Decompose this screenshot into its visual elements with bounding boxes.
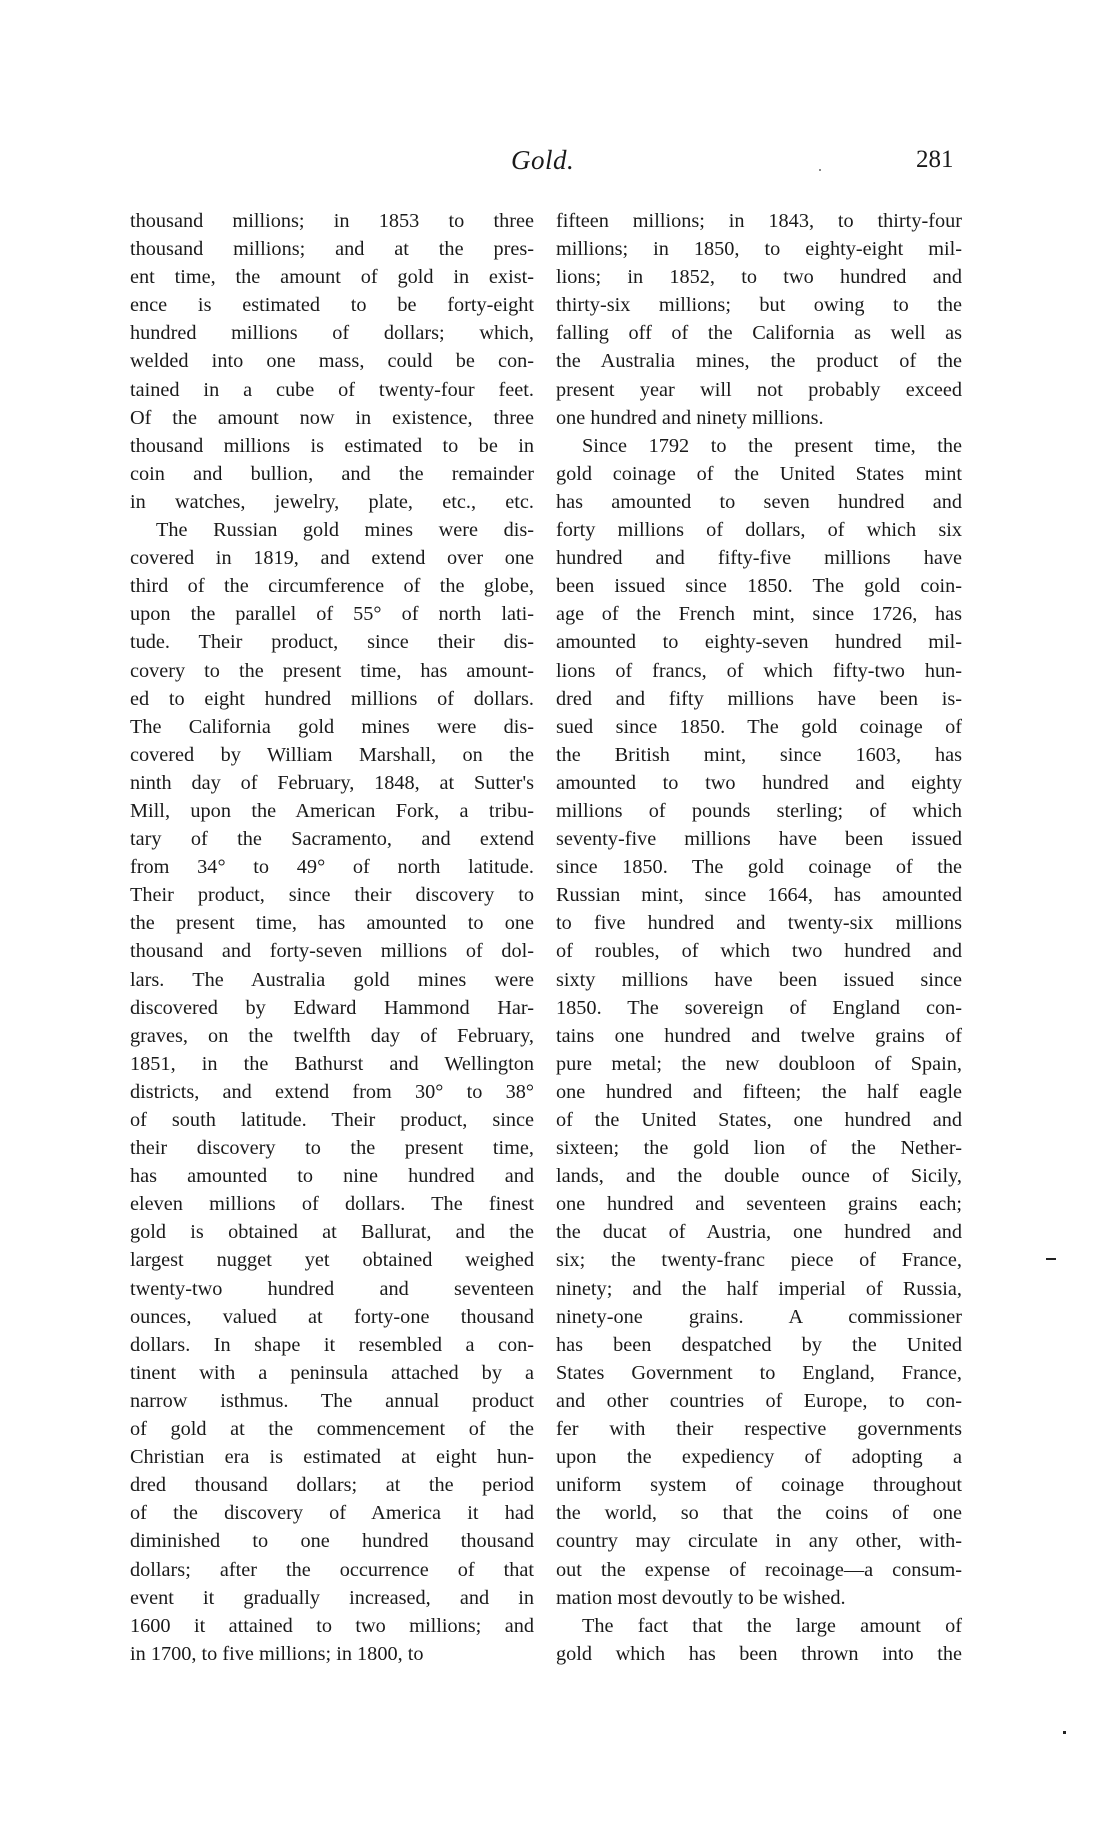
text-line: mation most devoutly to be wished. [556,1586,846,1609]
text-line: in watches, jewelry, plate, etc., etc. [130,490,534,513]
text-line: largest nugget yet obtained weighed [130,1249,534,1272]
text-line: covered by William Marshall, on the [130,743,534,766]
scan-speck [819,169,821,171]
text-line: tains one hundred and twelve grains of [556,1024,962,1047]
text-line: falling off of the California as well as [556,322,962,345]
text-line: from 34° to 49° of north latitude. [130,856,534,879]
text-line: ninth day of February, 1848, at Sutter's [130,771,534,794]
text-line: present year will not probably exceed [556,378,962,401]
text-line: Christian era is estimated at eight hun- [130,1446,534,1469]
text-line: uniform system of coinage throughout [556,1474,962,1497]
text-line: out the expense of recoinage—a consum- [556,1558,962,1581]
text-line: sixty millions have been issued since [556,968,962,991]
text-line: pure metal; the new doubloon of Spain, [556,1052,962,1075]
text-line: tained in a cube of twenty-four feet. [130,378,534,401]
text-line: lars. The Australia gold mines were [130,968,534,991]
text-line: the Australia mines, the product of the [556,350,962,373]
text-line: been issued since 1850. The gold coin- [556,575,962,598]
text-line: diminished to one hundred thousand [130,1530,534,1553]
text-line: ounces, valued at forty-one thousand [130,1305,534,1328]
text-line: has been despatched by the United [556,1333,962,1356]
text-line: the world, so that the coins of one [556,1502,962,1525]
text-line: of the discovery of America it had [130,1502,534,1525]
text-line: 1851, in the Bathurst and Wellington [130,1052,534,1075]
text-line: tary of the Sacramento, and extend [130,828,534,851]
text-line: to five hundred and twenty-six millions [556,912,962,935]
text-line: hundred millions of dollars; which, [130,322,534,345]
text-line: narrow isthmus. The annual product [130,1389,534,1412]
text-line: dollars. In shape it resembled a con- [130,1333,534,1356]
page-number: 281 [916,146,954,173]
text-line: and other countries of Europe, to con- [556,1389,962,1412]
text-line: Russian mint, since 1664, has amounted [556,884,962,907]
text-line: lands, and the double ounce of Sicily, [556,1165,962,1188]
text-line: millions of pounds sterling; of which [556,799,962,822]
text-line: third of the circumference of the globe, [130,575,534,598]
text-line: covery to the present time, has amount- [130,659,534,682]
text-line: The fact that the large amount of [582,1614,962,1637]
text-line: Of the amount now in existence, three [130,406,534,429]
text-line: fer with their respective governments [556,1418,962,1441]
text-line: lions of francs, of which fifty-two hun- [556,659,962,682]
text-line: ninety; and the half imperial of Russia, [556,1277,962,1300]
paragraph [130,207,534,516]
text-line: fifteen millions; in 1843, to thirty-four [556,210,962,232]
text-line: millions; in 1850, to eighty-eight mil- [556,238,962,261]
text-line: country may circulate in any other, with- [556,1530,962,1553]
text-line: amounted to two hundred and eighty [556,771,962,794]
text-line: The Russian gold mines were dis- [156,519,534,542]
text-line: dred and fifty millions have been is- [556,687,962,710]
text-line: welded into one mass, could be con- [130,350,534,373]
text-line: covered in 1819, and extend over one [130,547,534,570]
text-line: The California gold mines were dis- [130,715,534,738]
text-line: tude. Their product, since their dis- [130,631,534,654]
text-line: thousand and forty-seven millions of dol- [130,940,534,963]
text-line: gold is obtained at Ballurat, and the [130,1221,534,1244]
text-line: lions; in 1852, to two hundred and [556,266,962,289]
text-line: event it gradually increased, and in [130,1586,534,1609]
text-line: of south latitude. Their product, since [130,1109,534,1131]
text-line: their discovery to the present time, [130,1137,534,1160]
text-line: coin and bullion, and the remainder [130,462,534,485]
text-line: the present time, has amounted to one [130,912,534,935]
text-line: has amounted to seven hundred and [556,490,962,513]
paragraph [556,207,962,432]
scan-speck [1063,1731,1066,1734]
text-line: hundred and fifty-five millions have [556,547,962,570]
text-line: dollars; after the occurrence of that [130,1558,534,1581]
text-line: districts, and extend from 30° to 38° [130,1080,534,1103]
paragraph [130,516,534,1668]
text-line: seventy-five millions have been issued [556,828,962,851]
text-line: graves, on the twelfth day of February, [130,1024,534,1047]
text-line: one hundred and ninety millions. [556,406,824,429]
text-line: upon the expediency of adopting a [556,1446,962,1469]
text-line: States Government to England, France, [556,1361,962,1384]
text-line: twenty-two hundred and seventeen [130,1277,534,1300]
text-line: gold coinage of the United States mint [556,462,962,485]
text-line: the British mint, since 1603, has [556,743,962,766]
text-line: forty millions of dollars, of which six [556,519,962,542]
text-line: one hundred and fifteen; the half eagle [556,1080,962,1103]
text-line: has amounted to nine hundred and [130,1165,534,1188]
text-line: six; the twenty-franc piece of France, [556,1249,962,1272]
text-line: 1850. The sovereign of England con- [556,996,962,1019]
text-line: in 1700, to five millions; in 1800, to [130,1642,424,1665]
text-line: thousand millions is estimated to be in [130,434,534,457]
text-line: ent time, the amount of gold in exist- [130,266,534,289]
text-line: one hundred and seventeen grains each; [556,1193,962,1216]
text-line: since 1850. The gold coinage of the [556,856,962,879]
text-line: age of the French mint, since 1726, has [556,603,962,626]
text-line: amounted to eighty-seven hundred mil- [556,631,962,654]
text-line: the ducat of Austria, one hundred and [556,1221,962,1244]
text-line: thirty-six millions; but owing to the [556,294,962,317]
text-line: eleven millions of dollars. The finest [130,1193,534,1216]
text-line: Since 1792 to the present time, the [582,434,962,457]
text-line: Their product, since their discovery to [130,884,534,907]
paragraph [556,1612,962,1668]
text-line: thousand millions; in 1853 to three [130,210,534,232]
text-line: discovered by Edward Hammond Har- [130,996,534,1019]
text-line: ninety-one grains. A commissioner [556,1305,962,1328]
running-title: Gold. [511,145,575,175]
text-line: thousand millions; and at the pres- [130,238,534,261]
text-line: of the United States, one hundred and [556,1109,962,1131]
text-line: tinent with a peninsula attached by a [130,1361,534,1384]
text-line: 1600 it attained to two millions; and [130,1614,534,1637]
text-line: sued since 1850. The gold coinage of [556,715,962,738]
text-line: gold which has been thrown into the [556,1642,962,1665]
left-column [130,207,534,1668]
paragraph [556,432,962,1612]
text-line: Mill, upon the American Fork, a tribu- [130,799,534,822]
text-line: ence is estimated to be forty-eight [130,294,534,317]
text-line: of roubles, of which two hundred and [556,940,962,963]
text-line: upon the parallel of 55° of north lati- [130,603,534,626]
text-line: ed to eight hundred millions of dollars. [130,687,534,710]
text-line: of gold at the commencement of the [130,1418,534,1441]
margin-dash-mark [1046,1258,1056,1260]
text-line: dred thousand dollars; at the period [130,1474,534,1497]
text-line: sixteen; the gold lion of the Nether- [556,1137,962,1160]
right-column [556,207,962,1668]
